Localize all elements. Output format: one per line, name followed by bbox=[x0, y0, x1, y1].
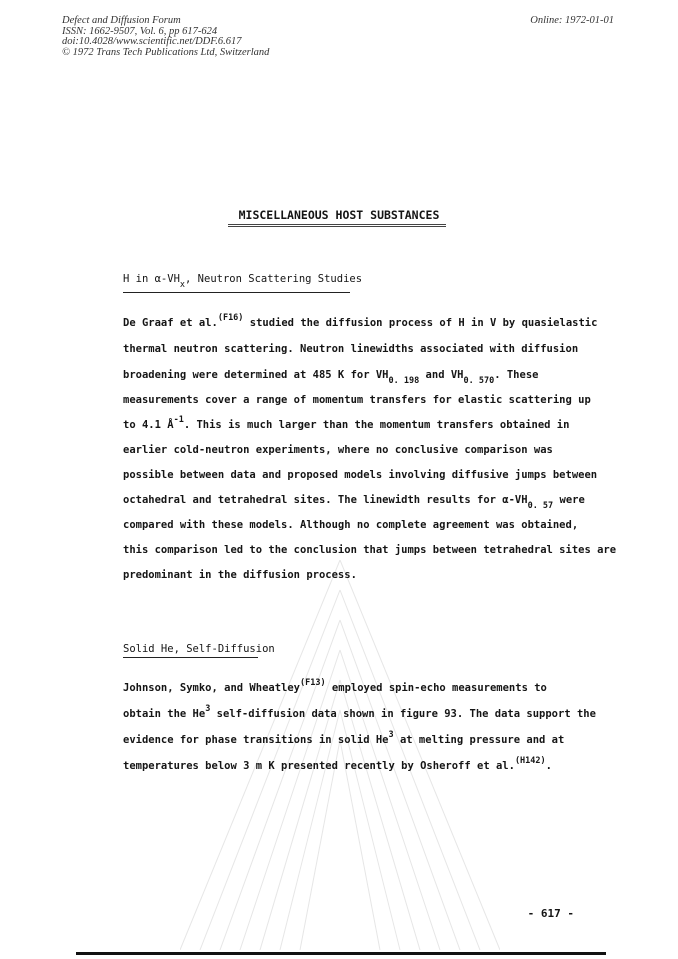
paragraph-line: to 4.1 $Å^{-1}$. This is much larger than the momentum transfers obtained in bbox=[123, 415, 570, 431]
page-number: - 617 - bbox=[527, 907, 574, 920]
paragraph-line: Johnson, Symko, and Wheatley$^{(F13)}$ employed spin-echo measurements to bbox=[123, 678, 547, 694]
section-heading-neutron: H in $\alpha-VH_x$, Neutron Scattering Studies bbox=[123, 273, 363, 290]
section-heading-underline bbox=[123, 657, 258, 658]
citation-ref: (H142) bbox=[514, 756, 546, 766]
citation-ref: (F13) bbox=[300, 678, 326, 688]
paragraph-line: obtain the He$^3$ self-diffusion data shown in figure 93. The data support the bbox=[123, 704, 596, 720]
citation-ref: (F16) bbox=[217, 313, 244, 323]
paragraph-line: thermal neutron scattering. Neutron linewidths associated with diffusion bbox=[123, 343, 579, 355]
paragraph-line: temperatures below 3 m K presented recently by Osheroff et al.$^{(H142)}$. bbox=[123, 756, 552, 772]
section-heading-underline bbox=[123, 292, 350, 293]
online-date: Online: 1972-01-01 bbox=[530, 15, 614, 26]
paragraph-line: De Graaf et al.$^{(F16)}$ studied the diffusion process of H in V by quasielastic bbox=[123, 313, 598, 329]
paragraph-line: octahedral and tetrahedral sites. The linewidth results for $\alpha-VH_{0. 57}$ were bbox=[123, 494, 585, 511]
paragraph-line: evidence for phase transitions in solid He$^3$ at melting pressure and at bbox=[123, 730, 565, 746]
paragraph-line: this comparison led to the conclusion that jumps between tetrahedral sites are bbox=[123, 544, 617, 556]
footer-rule bbox=[76, 952, 606, 955]
section-heading-solid-he: Solid He, Self-Diffusion bbox=[123, 643, 275, 655]
paragraph-line: predominant in the diffusion process. bbox=[123, 569, 357, 581]
page-title: MISCELLANEOUS HOST SUBSTANCES bbox=[238, 208, 440, 222]
doi-line: doi:10.4028/www.scientific.net/DDF.6.617 bbox=[62, 36, 242, 47]
journal-name: Defect and Diffusion Forum bbox=[62, 15, 181, 26]
paragraph-line: measurements cover a range of momentum transfers for elastic scattering up bbox=[123, 394, 591, 406]
background-watermark bbox=[180, 560, 500, 950]
paragraph-line: possible between data and proposed models involving diffusive jumps between bbox=[123, 469, 598, 481]
paragraph-line: broadening were determined at 485 K for $VH_{0. 198}$ and $VH_{0. 570}$. These bbox=[123, 369, 539, 386]
title-double-underline bbox=[228, 224, 446, 227]
paragraph-line: earlier cold-neutron experiments, where no conclusive comparison was bbox=[123, 444, 553, 456]
issn-line: ISSN: 1662-9507, Vol. 6, pp 617-624 bbox=[62, 25, 218, 37]
paragraph-line: compared with these models. Although no complete agreement was obtained, bbox=[123, 519, 579, 531]
journal-header bbox=[62, 16, 269, 58]
copyright-line: © 1972 Trans Tech Publications Ltd, Switzerland bbox=[62, 46, 270, 58]
